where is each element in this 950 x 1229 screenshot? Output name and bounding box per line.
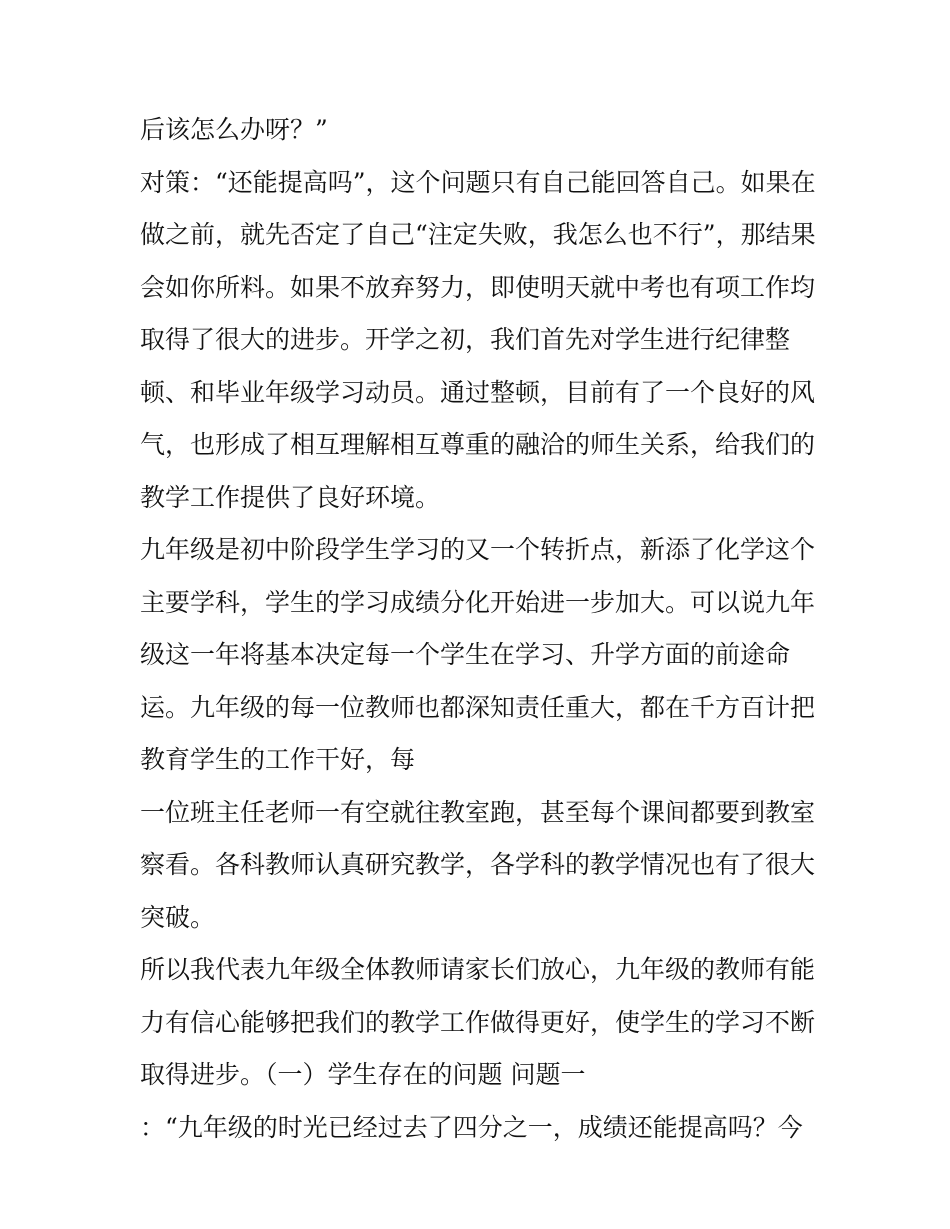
text-line: 九年级是初中阶段学生学习的又一个转折点，新添了化学这个 [140, 535, 816, 564]
document-text [140, 104, 820, 1154]
text-line: 教育学生的工作干好，每 [140, 745, 416, 774]
text-line: 所以我代表九年级全体教师请家长们放心，九年级的教师有能 [140, 955, 816, 984]
text-line: 一位班主任老师一有空就往教室跑，甚至每个课间都要到教室 [140, 797, 816, 827]
text-line: 会如你所料。如果不放弃努力，即使明天就中考也有项工作均 [140, 272, 816, 302]
text-line: 教学工作提供了良好环境。 [140, 482, 441, 512]
text-line: 级这一年将基本决定每一个学生在学习、升学方面的前途命 [140, 640, 791, 669]
text-line: 力有信心能够把我们的教学工作做得更好，使学生的学习不断 [140, 1007, 816, 1037]
text-line: 做之前，就先否定了自己“注定失败，我怎么也不行”，那结果 [140, 220, 816, 249]
text-line: 察看。各科教师认真研究教学，各学科的教学情况也有了很大 [140, 850, 816, 879]
text-line: 突破。 [140, 902, 216, 932]
text-line: 运。九年级的每一位教师也都深知责任重大，都在千方百计把 [140, 692, 816, 722]
text-line: 主要学科，学生的学习成绩分化开始进一步加大。可以说九年 [140, 587, 816, 617]
text-line: ：“九年级的时光已经过去了四分之一，成绩还能提高吗？今 [140, 1112, 803, 1142]
text-line: 顿、和毕业年级学习动员。通过整顿，目前有了一个良好的风 [140, 377, 816, 407]
text-line: 对策：“还能提高吗”，这个问题只有自己能回答自己。如果在 [140, 167, 816, 197]
text-line: 后该怎么办呀？” [140, 115, 328, 144]
text-line: 取得了很大的进步。开学之初，我们首先对学生进行纪律整 [140, 325, 791, 354]
text-line: 气，也形成了相互理解相互尊重的融洽的师生关系，给我们的 [140, 430, 816, 459]
text-line: 取得进步。（一）学生存在的问题 问题一 [140, 1060, 586, 1089]
